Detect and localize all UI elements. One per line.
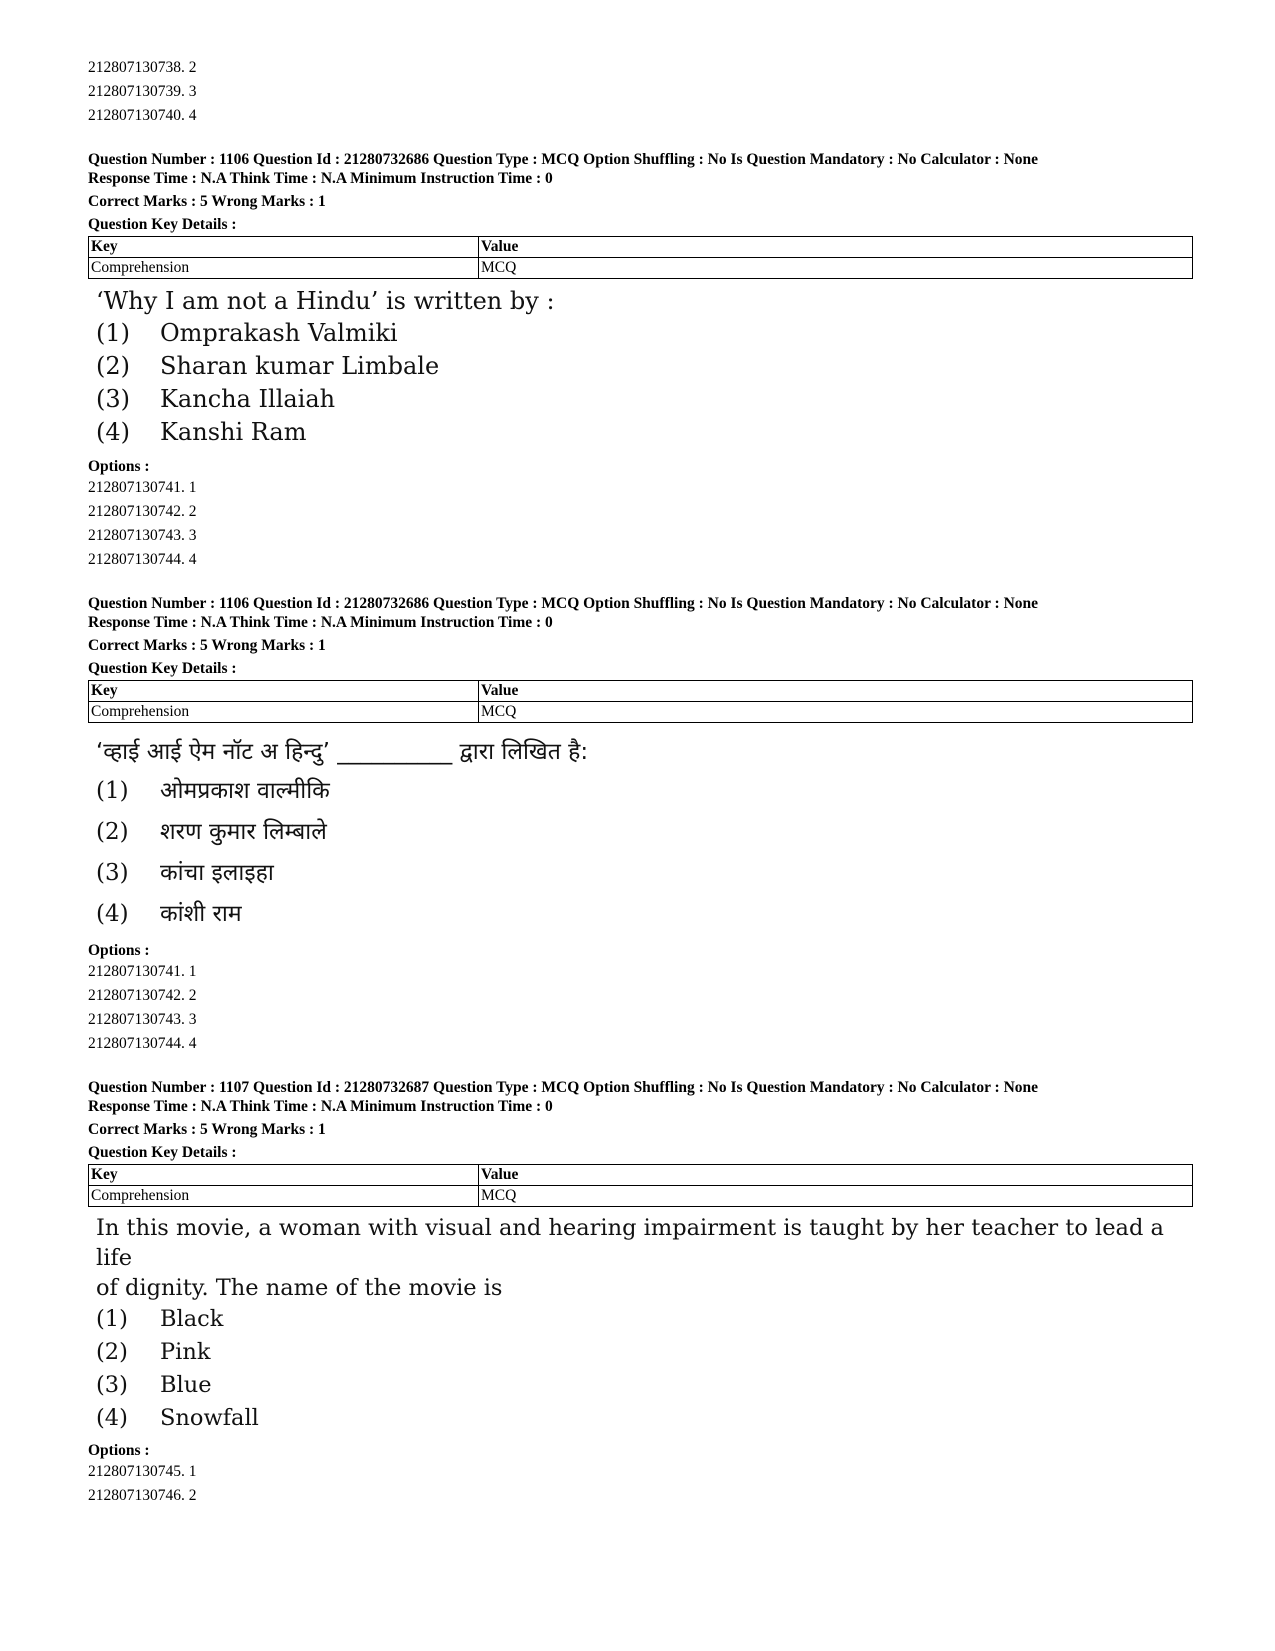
option-id: 212807130743. 3 xyxy=(88,1011,197,1028)
question-timing-line: Response Time : N.A Think Time : N.A Minimum Instruction Time : 0 xyxy=(88,1098,553,1115)
option-id: 212807130740. 4 xyxy=(88,107,197,124)
question-key-details-label: Question Key Details : xyxy=(88,1144,237,1161)
question-marks: Correct Marks : 5 Wrong Marks : 1 xyxy=(88,1121,326,1138)
question-block-1106-english xyxy=(88,150,1198,572)
option-id: 212807130745. 1 xyxy=(88,1463,197,1480)
question-key-details-label: Question Key Details : xyxy=(88,216,237,233)
answer-choice xyxy=(96,383,1198,416)
value-header: Value xyxy=(479,237,1193,258)
key-header: Key xyxy=(89,1165,479,1186)
choice-number: (4) xyxy=(96,1405,128,1431)
key-value-table xyxy=(88,236,1193,279)
question-meta-line: Question Number : 1106 Question Id : 21280732686 Question Type : MCQ Option Shuffling : No Is Question Mandatory : No Calculator : None xyxy=(88,151,1039,168)
choice-text: शरण कुमार लिम्बाले xyxy=(160,819,327,845)
choice-number: (2) xyxy=(96,352,130,380)
choice-number: (2) xyxy=(96,819,129,845)
question-stem: ‘Why I am not a Hindu’ is written by : xyxy=(96,287,555,315)
answer-choice xyxy=(96,771,1198,812)
choice-text: Blue xyxy=(160,1372,212,1398)
answer-choice xyxy=(96,1369,1198,1402)
choice-text: Pink xyxy=(160,1339,211,1365)
question-content xyxy=(96,285,1198,449)
question-block-1106-hindi xyxy=(88,594,1198,1056)
value-header: Value xyxy=(479,681,1193,702)
question-marks: Correct Marks : 5 Wrong Marks : 1 xyxy=(88,193,326,210)
answer-choice xyxy=(96,317,1198,350)
option-id: 212807130742. 2 xyxy=(88,987,197,1004)
option-id: 212807130744. 4 xyxy=(88,1035,197,1052)
choice-number: (2) xyxy=(96,1339,128,1365)
choice-text: Black xyxy=(160,1306,224,1332)
question-marks: Correct Marks : 5 Wrong Marks : 1 xyxy=(88,637,326,654)
option-id: 212807130742. 2 xyxy=(88,503,197,520)
options-label: Options : xyxy=(88,1442,150,1459)
choice-number: (4) xyxy=(96,418,130,446)
answer-choice xyxy=(96,416,1198,449)
choice-number: (3) xyxy=(96,860,129,886)
question-stem: ‘व्हाई आई ऐम नॉट अ हिन्दु’ __________ द्वारा लिखित है: xyxy=(96,739,589,765)
choice-number: (3) xyxy=(96,1372,128,1398)
document-page xyxy=(88,56,1198,1508)
choice-number: (4) xyxy=(96,901,129,927)
key-header: Key xyxy=(89,237,479,258)
value-cell: MCQ xyxy=(479,258,1193,279)
question-meta-line: Question Number : 1107 Question Id : 21280732687 Question Type : MCQ Option Shuffling : No Is Question Mandatory : No Calculator : None xyxy=(88,1079,1039,1096)
answer-choice xyxy=(96,1303,1198,1336)
choice-text: कांशी राम xyxy=(160,901,242,927)
answer-choice xyxy=(96,894,1198,935)
option-id: 212807130738. 2 xyxy=(88,59,197,76)
key-cell: Comprehension xyxy=(89,702,479,723)
question-stem-line-1: In this movie, a woman with visual and hearing impairment is taught by her teacher to lead a life xyxy=(96,1215,1164,1271)
answer-choice xyxy=(96,1336,1198,1369)
question-content xyxy=(96,733,1198,935)
key-cell: Comprehension xyxy=(89,1186,479,1207)
question-timing-line: Response Time : N.A Think Time : N.A Minimum Instruction Time : 0 xyxy=(88,170,553,187)
choice-text: Kanshi Ram xyxy=(160,418,307,446)
key-value-table xyxy=(88,1164,1193,1207)
question-meta-line: Question Number : 1106 Question Id : 21280732686 Question Type : MCQ Option Shuffling : No Is Question Mandatory : No Calculator : None xyxy=(88,595,1039,612)
choice-text: Sharan kumar Limbale xyxy=(160,352,440,380)
key-value-table xyxy=(88,680,1193,723)
key-header: Key xyxy=(89,681,479,702)
option-id: 212807130741. 1 xyxy=(88,963,197,980)
answer-choice xyxy=(96,1402,1198,1435)
answer-choice xyxy=(96,350,1198,383)
choice-text: कांचा इलाइहा xyxy=(160,860,274,886)
option-id: 212807130744. 4 xyxy=(88,551,197,568)
choice-text: Omprakash Valmiki xyxy=(160,319,398,347)
option-id: 212807130739. 3 xyxy=(88,83,197,100)
value-header: Value xyxy=(479,1165,1193,1186)
question-timing-line: Response Time : N.A Think Time : N.A Minimum Instruction Time : 0 xyxy=(88,614,553,631)
option-id: 212807130743. 3 xyxy=(88,527,197,544)
answer-choice xyxy=(96,853,1198,894)
previous-options-list xyxy=(88,56,1198,128)
key-cell: Comprehension xyxy=(89,258,479,279)
choice-number: (1) xyxy=(96,778,129,804)
value-cell: MCQ xyxy=(479,702,1193,723)
option-id: 212807130746. 2 xyxy=(88,1487,197,1504)
choice-text: Snowfall xyxy=(160,1405,259,1431)
answer-choice xyxy=(96,812,1198,853)
question-key-details-label: Question Key Details : xyxy=(88,660,237,677)
option-id: 212807130741. 1 xyxy=(88,479,197,496)
options-label: Options : xyxy=(88,942,150,959)
question-content xyxy=(96,1213,1198,1435)
choice-number: (1) xyxy=(96,1306,128,1332)
question-block-1107 xyxy=(88,1078,1198,1508)
value-cell: MCQ xyxy=(479,1186,1193,1207)
choice-number: (1) xyxy=(96,319,130,347)
question-stem-line-2: of dignity. The name of the movie is xyxy=(96,1275,503,1301)
choice-text: Kancha Illaiah xyxy=(160,385,336,413)
choice-text: ओमप्रकाश वाल्मीकि xyxy=(160,778,330,804)
options-label: Options : xyxy=(88,458,150,475)
choice-number: (3) xyxy=(96,385,130,413)
